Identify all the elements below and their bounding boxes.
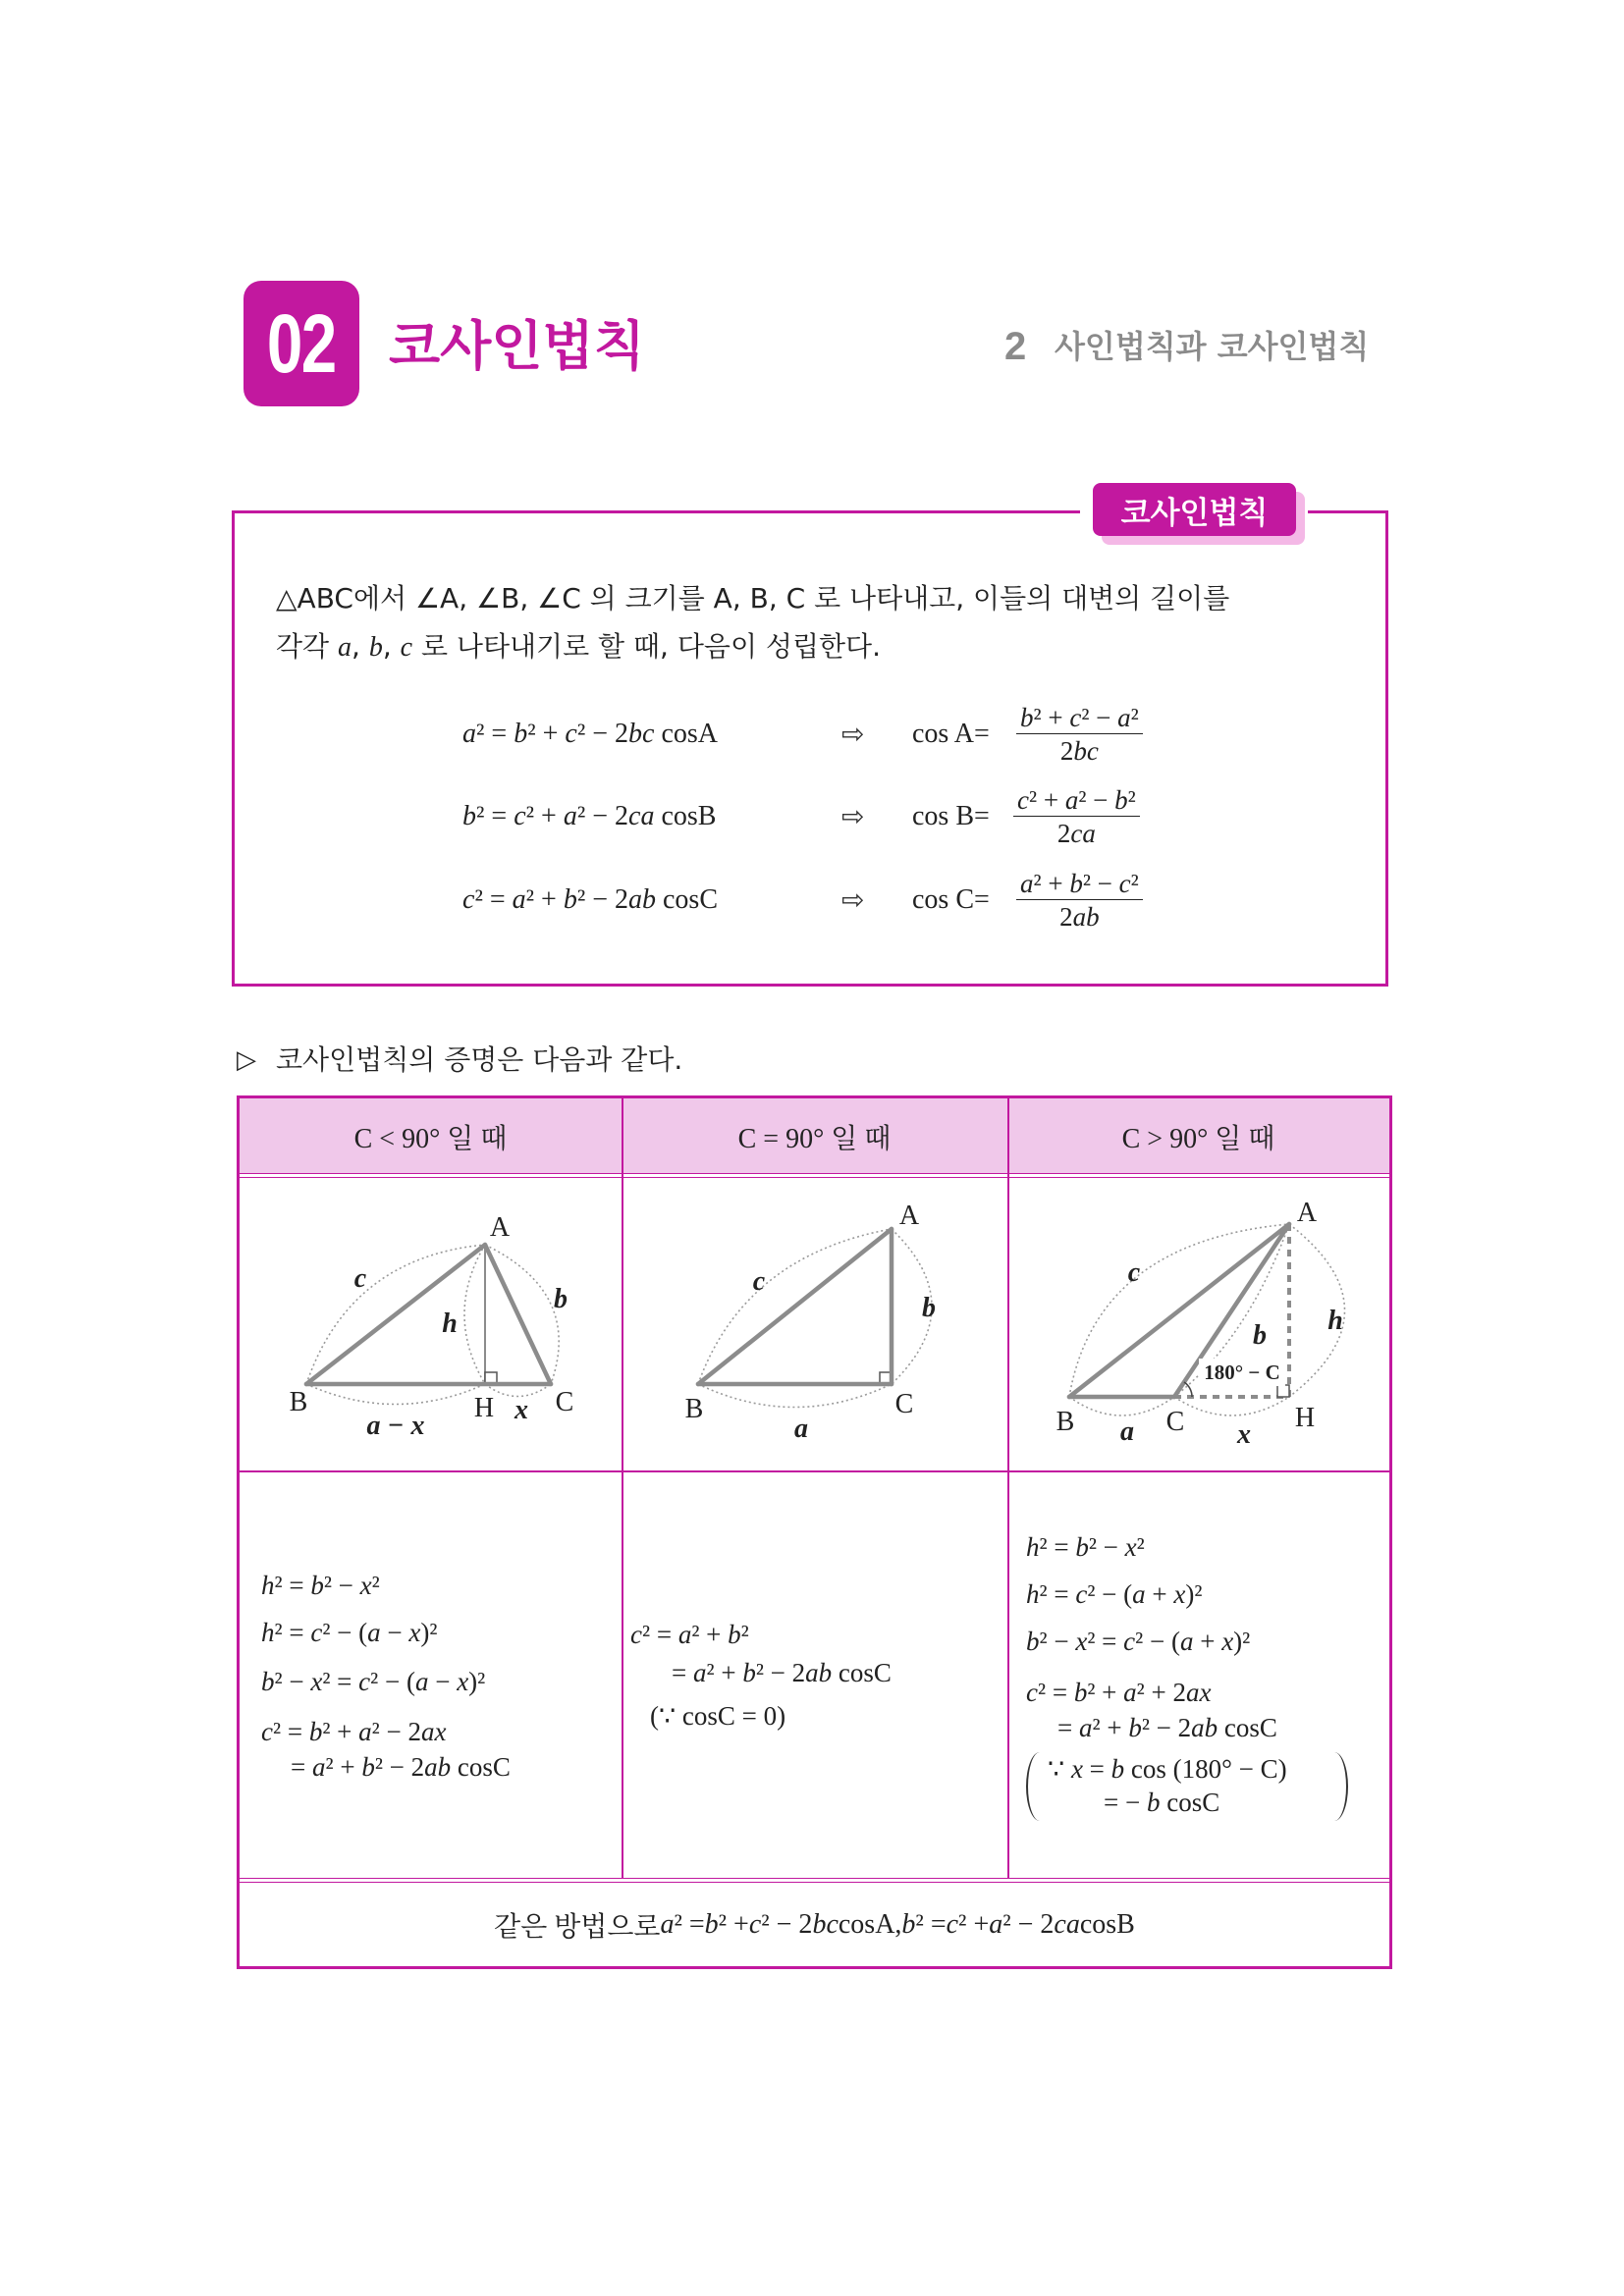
cosine-fraction — [1013, 782, 1140, 851]
derivation-reason: (∵ cosC = 0) — [650, 1701, 786, 1731]
derivation-line: c² = b² + a² + 2ax — [1026, 1678, 1212, 1707]
foot-h-label: H — [473, 1393, 495, 1423]
vertex-b-label: B — [289, 1387, 308, 1417]
theorem-intro-line-1: △ABC에서 ∠A, ∠B, ∠C 의 크기를 A, B, C 로 나타내고, 이들의 대변의 길이를 — [276, 582, 1230, 614]
vertex-a-label: A — [898, 1201, 920, 1231]
law-of-cosines-row-c — [0, 866, 1624, 934]
derivation-reason: = − b cosC — [1104, 1788, 1220, 1817]
derivation-reason: ∵ x = b cos (180° − C) — [1048, 1754, 1287, 1784]
header-obtuse-case: C > 90° 일 때 — [1121, 1123, 1275, 1154]
derivation-reason-parentheses — [1026, 1752, 1348, 1821]
foot-h-label: H — [1294, 1403, 1316, 1433]
side-b-label: b — [1253, 1320, 1267, 1351]
header-acute-case: C < 90° 일 때 — [353, 1123, 508, 1154]
derivation-line: = a² + b² − 2ab cosC — [1057, 1713, 1277, 1742]
fraction-denominator: 2ab — [1059, 902, 1100, 932]
page-title: 코사인법칙 — [389, 315, 645, 377]
side-c-label: c — [752, 1266, 766, 1297]
derivation-line: b² − x² = c² − (a − x)² — [261, 1667, 486, 1696]
section-number: 2 — [1004, 325, 1027, 368]
fraction-numerator: b² + c² − a² — [1016, 700, 1143, 734]
proof-intro-text: 코사인법칙의 증명은 다음과 같다. — [276, 1043, 683, 1076]
cosine-fraction — [1016, 700, 1143, 769]
chapter-number: 02 — [267, 297, 336, 390]
derivation-line: c² = b² + a² − 2ax — [261, 1717, 447, 1746]
vertex-b-label: B — [1056, 1407, 1075, 1437]
exterior-angle-arc — [1184, 1382, 1192, 1397]
theorem-intro-line-2: 각각 a, b, c 로 나타내기로 할 때, 다음이 성립한다. — [276, 630, 881, 663]
law-formula: a² = b² + c² − 2bc cosA — [462, 719, 718, 749]
height-h-label: h — [442, 1308, 458, 1339]
fraction-numerator: c² + a² − b² — [1013, 782, 1140, 817]
vertex-b-label: B — [684, 1394, 704, 1424]
footer-double-rule — [240, 1878, 1389, 1883]
section-title: 사인법칙과 코사인법칙 — [1055, 328, 1370, 365]
side-a-label: a — [1120, 1416, 1134, 1447]
chapter-number-badge — [244, 281, 359, 406]
cosine-lhs: cos A= — [912, 719, 990, 749]
acute-triangle-figure — [240, 1177, 622, 1469]
obtuse-triangle-figure — [1007, 1177, 1389, 1469]
fraction-numerator: a² + b² − c² — [1016, 866, 1143, 900]
law-of-cosines-row-a — [0, 700, 1624, 769]
cosine-lhs: cos C= — [912, 884, 990, 915]
derivation-line: = a² + b² − 2ab cosC — [672, 1658, 892, 1687]
cosine-fraction — [1016, 866, 1143, 934]
vertex-a-label: A — [1296, 1198, 1318, 1228]
side-ab-line — [698, 1229, 892, 1384]
figure-row-divider — [240, 1470, 1389, 1472]
derivation-line: h² = c² − (a − x)² — [261, 1618, 438, 1647]
derivation-line: h² = b² − x² — [1026, 1532, 1145, 1562]
side-a-label: a — [794, 1414, 808, 1444]
derivation-line: c² = a² + b² — [630, 1620, 749, 1649]
segment-hc-label: x — [514, 1395, 528, 1425]
derivation-line: b² − x² = c² − (a + x)² — [1026, 1627, 1251, 1656]
vertex-c-label: C — [555, 1387, 574, 1417]
law-of-cosines-row-b — [0, 782, 1624, 851]
proof-table — [237, 1095, 1392, 1969]
side-a-brace — [698, 1384, 892, 1408]
segment-ch-label: x — [1237, 1419, 1251, 1450]
cosine-lhs: cos B= — [912, 801, 990, 831]
theorem-label: 코사인법칙 — [1093, 483, 1296, 536]
side-b-label: b — [554, 1284, 568, 1314]
derivation-line: h² = c² − (a + x)² — [1026, 1579, 1203, 1609]
segment-ch-brace — [1174, 1397, 1289, 1415]
height-h-label: h — [1327, 1306, 1343, 1336]
derivation-line: h² = b² − x² — [261, 1571, 380, 1600]
fraction-denominator: 2bc — [1059, 736, 1099, 766]
triangle-marker-icon: ▷ — [237, 1045, 256, 1075]
vertex-a-label: A — [489, 1212, 511, 1243]
table-footer-note: 같은 방법으로 a ² = b ² + c ² − 2 b c cosA, b ² = c ² + a ² − 2 c a cosB — [494, 1909, 1135, 1943]
implies-arrow-icon: ⇨ — [841, 883, 865, 916]
vertex-c-label: C — [1165, 1407, 1185, 1437]
header-right-case: C = 90° 일 때 — [737, 1123, 892, 1154]
segment-bh-label: a − x — [366, 1411, 425, 1441]
side-ac-line — [485, 1245, 551, 1384]
right-triangle-figure — [622, 1177, 1003, 1469]
derivation-line: = a² + b² − 2ab cosC — [291, 1752, 511, 1782]
height-h-brace — [464, 1245, 485, 1384]
law-formula: c² = a² + b² − 2ab cosC — [462, 884, 718, 915]
implies-arrow-icon: ⇨ — [841, 718, 865, 750]
implies-arrow-icon: ⇨ — [841, 800, 865, 832]
side-ab-line — [306, 1245, 485, 1384]
side-a-brace — [1069, 1397, 1174, 1415]
segment-bh-brace — [306, 1384, 485, 1405]
side-c-label: c — [353, 1263, 367, 1294]
law-formula: b² = c² + a² − 2ca cosB — [462, 801, 717, 831]
side-c-label: c — [1127, 1257, 1141, 1288]
fraction-denominator: 2ca — [1056, 819, 1096, 848]
vertex-c-label: C — [894, 1389, 914, 1419]
right-angle-mark — [1277, 1385, 1289, 1397]
exterior-angle-label: 180° − C — [1204, 1361, 1280, 1384]
side-b-label: b — [922, 1293, 936, 1323]
